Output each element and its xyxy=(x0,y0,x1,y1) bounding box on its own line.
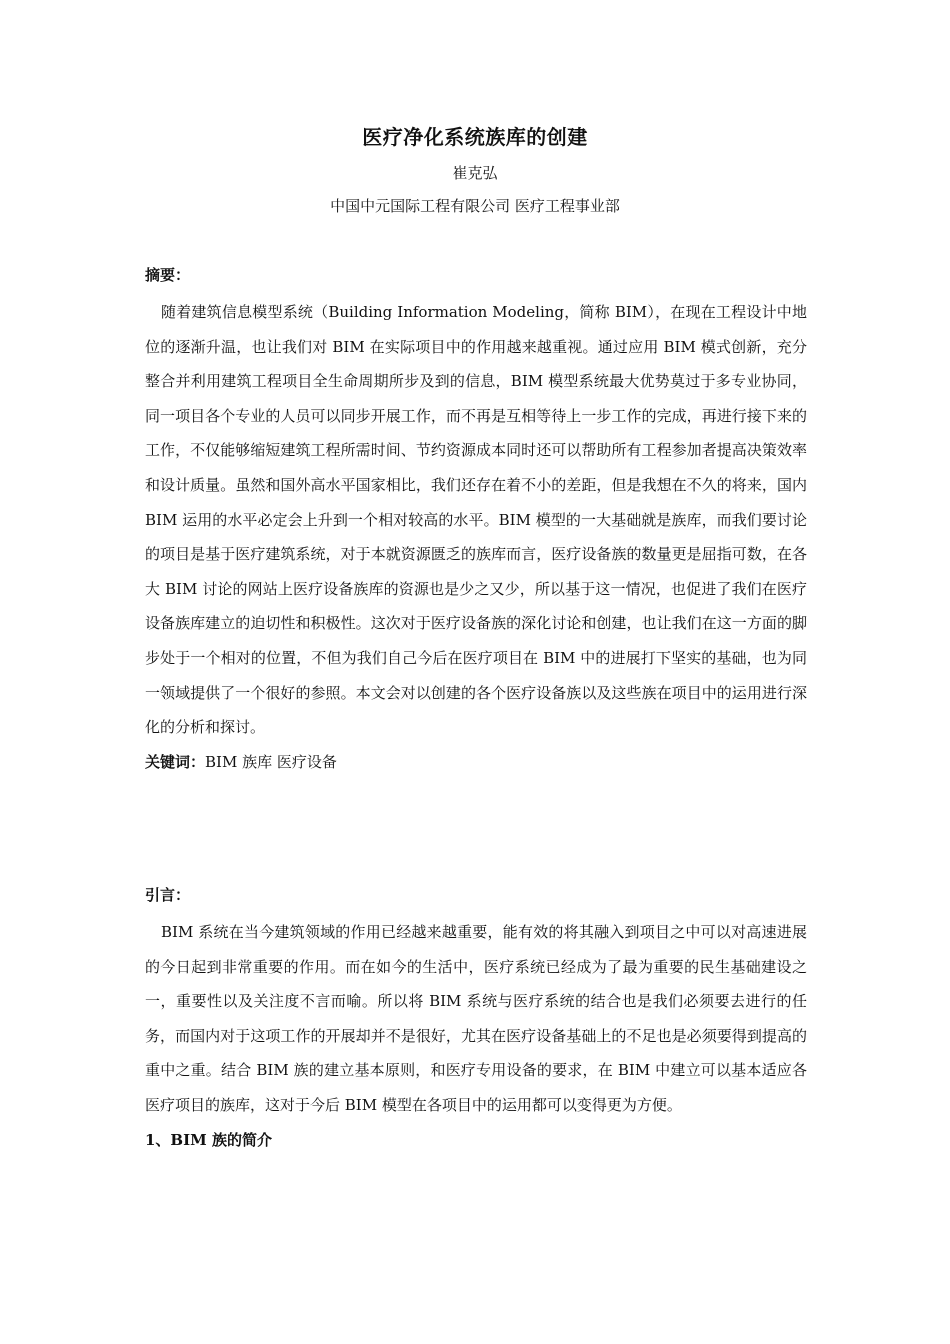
abstract-section xyxy=(145,264,807,773)
introduction-heading: 引言： xyxy=(145,886,191,904)
author-affiliation: 中国中元国际工程有限公司 医疗工程事业部 xyxy=(330,197,620,215)
abstract-text: 随着建筑信息模型系统（Building Information Modeling，简称 BIM），在现在工程设计中地位的逐渐升温，也让我们对 BIM 在实际项目中的作用越来越重视。通过应用 BIM 模式创新，充分整合并利用建筑工程项目全生命周期所步及到的信息，BIM 模型系统最大优势莫过于多专业协同，同一项目各个专业的人员可以同步开展工作，而不再是互相等待上一步工作的完成，再进行接下来的工作，不仅能够缩短建筑工程所需时间、节约资源成本同时还可以帮助所有工程参加者提高决策效率和设计质量。虽然和国外高水平国家相比，我们还存在着不小的差距，但是我想在不久的将来，国内 BIM 运用的水平必定会上升到一个相对较高的水平。BIM 模型的一大基础就是族库，而我们要讨论的项目是基于医疗建筑系统，对于本就资源匮乏的族库而言，医疗设备族的数量更是屈指可数，在各大 BIM 讨论的网站上医疗设备族库的资源也是少之又少，所以基于这一情况，也促进了我们在医疗设备族库建立的迫切性和积极性。这次对于医疗设备族的深化讨论和创建，也让我们在这一方面的脚步处于一个相对的位置，不但为我们自己今后在医疗项目在 BIM 中的进展打下坚实的基础，也为同一领域提供了一个很好的参照。本文会对以创建的各个医疗设备族以及这些族在项目中的运用进行深化的分析和探讨。 xyxy=(145,303,807,737)
abstract-heading: 摘要： xyxy=(145,266,191,284)
introduction-text: BIM 系统在当今建筑领域的作用已经越来越重要，能有效的将其融入到项目之中可以对高速进展的今日起到非常重要的作用。而在如今的生活中，医疗系统已经成为了最为重要的民生基础建设之一，重要性以及关注度不言而喻。所以将 BIM 系统与医疗系统的结合也是我们必须要去进行的任务，而国内对于这项工作的开展却并不是很好，尤其在医疗设备基础上的不足也是必须要得到提高的重中之重。结合 BIM 族的建立基本原则，和医疗专用设备的要求，在 BIM 中建立可以基本适应各医疗项目的族库，这对于今后 BIM 模型在各项目中的运用都可以变得更为方便。 xyxy=(145,923,807,1114)
keywords-label: 关键词： xyxy=(145,752,206,771)
keywords-value: BIM 族库 医疗设备 xyxy=(205,752,337,771)
keywords-line xyxy=(145,751,807,773)
introduction-section xyxy=(145,884,807,1151)
section-1-heading: 1、BIM 族的简介 xyxy=(145,1130,272,1149)
paper-title: 医疗净化系统族库的创建 xyxy=(362,125,588,149)
author-name: 崔克弘 xyxy=(452,164,498,182)
